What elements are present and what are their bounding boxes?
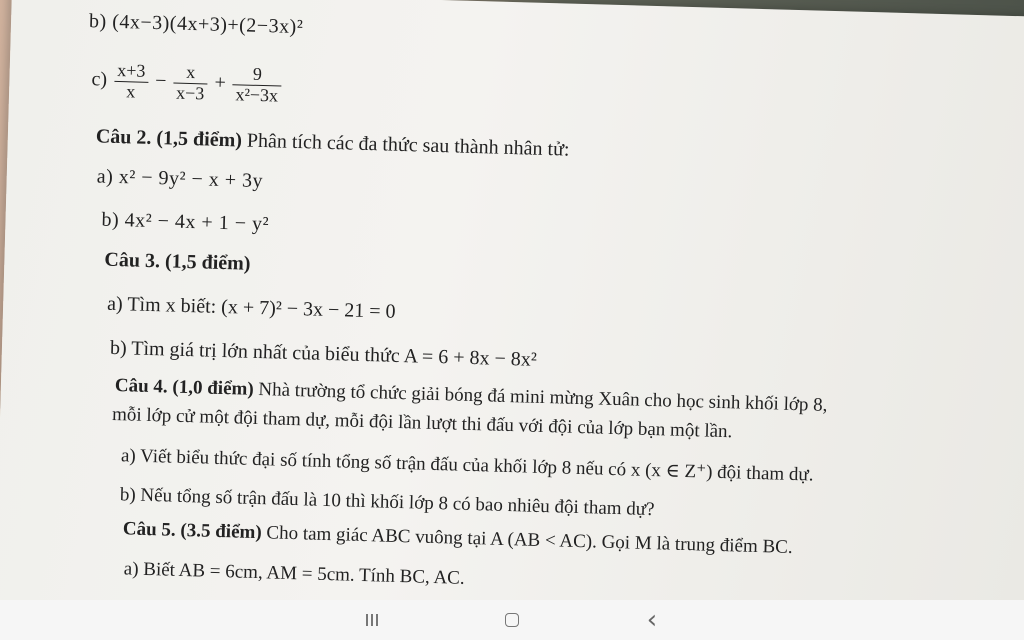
fraction-2-denominator: x−3: [175, 82, 205, 104]
line-2b: b) 4x² − 4x + 1 − y²: [101, 208, 270, 236]
fraction-1-denominator: x: [126, 81, 136, 102]
recents-button[interactable]: [302, 600, 442, 640]
line-1b: b) (4x−3)(4x+3)+(2−3x)²: [88, 10, 304, 39]
fraction-2: [173, 63, 208, 105]
fraction-2-numerator: x: [173, 63, 208, 85]
question-4-title: Câu 4. (1,0 điểm): [114, 375, 254, 400]
question-2-title: Câu 2. (1,5 điểm): [95, 125, 243, 152]
line-3a: a) Tìm x biết: (x + 7)² − 3x − 21 = 0: [106, 292, 396, 323]
fraction-3-denominator: x²−3x: [235, 84, 279, 106]
fraction-1: [113, 61, 148, 103]
back-button[interactable]: [582, 600, 722, 640]
question-2-heading: [96, 125, 570, 160]
label-c: c): [91, 68, 108, 91]
line-3b: b) Tìm giá trị lớn nhất của biểu thức A = 6 + 8x − 8x²: [109, 336, 538, 371]
android-navigation-bar: [0, 600, 1024, 640]
back-icon: ‹: [646, 605, 658, 635]
fraction-3-numerator: 9: [233, 64, 282, 86]
operator-1: −: [154, 69, 167, 93]
question-5-title: Câu 5. (3.5 điểm): [122, 518, 262, 544]
question-4-text-cont: mỗi lớp cử một đội tham dự, mỗi đội lần lượt thi đấu với đội của lớp bạn một lần.: [111, 403, 733, 443]
fraction-1-numerator: x+3: [114, 61, 149, 83]
question-5-text: Cho tam giác ABC vuông tại A (AB < AC). Gọi M là trung điểm BC.: [261, 522, 793, 559]
question-3-title: Câu 3. (1,5 điểm): [104, 248, 251, 275]
question-5-heading: [123, 519, 793, 559]
question-2-text: Phân tích các đa thức sau thành nhân tử:: [241, 129, 570, 161]
line-5a: a) Biết AB = 6cm, AM = 5cm. Tính BC, AC.: [123, 558, 465, 589]
fraction-3: [232, 64, 282, 106]
question-3-heading: [104, 249, 251, 275]
line-1c: [91, 60, 284, 106]
line-4a: a) Viết biểu thức đại số tính tổng số trận đấu của khối lớp 8 nếu có x (x ∈ Z⁺) đội tham dự.: [120, 445, 814, 486]
recents-icon: [366, 614, 378, 626]
question-4-text: Nhà trường tổ chức giải bóng đá mini mừng Xuân cho học sinh khối lớp 8,: [253, 378, 828, 416]
home-button[interactable]: [442, 600, 582, 640]
home-icon: [505, 613, 519, 627]
line-2a: a) x² − 9y² − x + 3y: [96, 165, 264, 193]
operator-2: +: [214, 71, 227, 94]
line-4b: b) Nếu tổng số trận đấu là 10 thì khối lớp 8 có bao nhiêu đội tham dự?: [119, 484, 655, 521]
